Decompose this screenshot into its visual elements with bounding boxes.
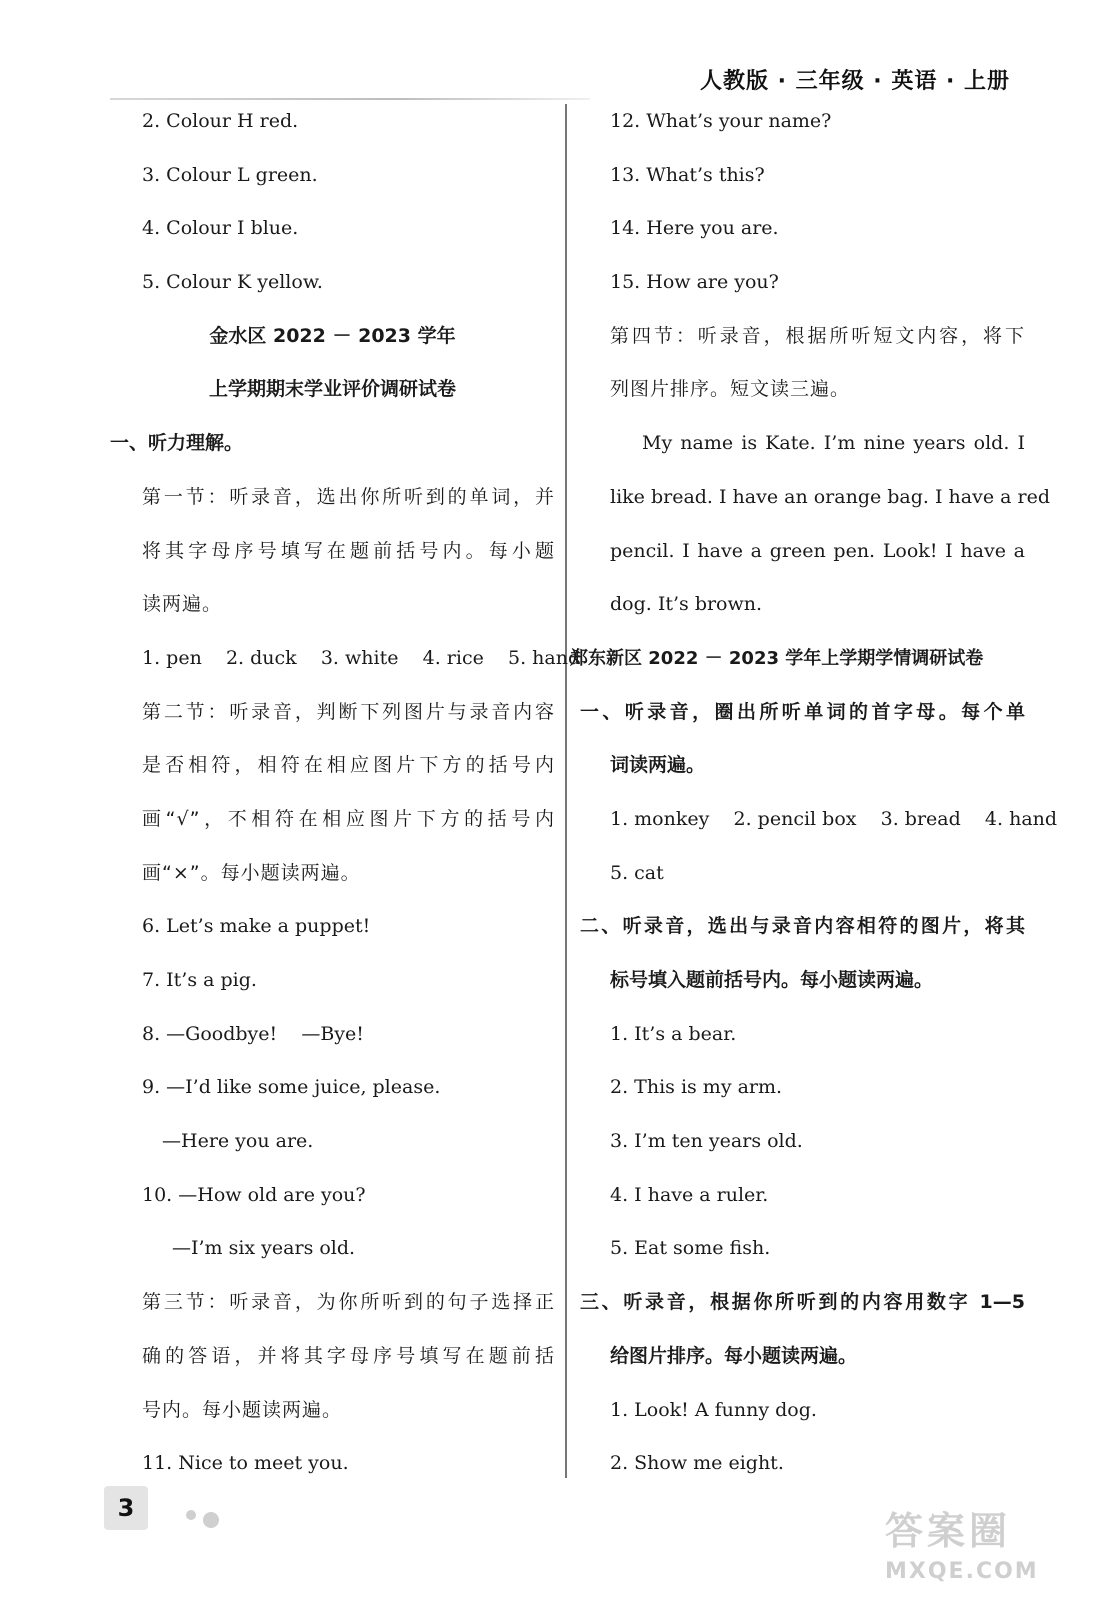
instruction-line: 将其字母序号填写在题前括号内。每小题	[142, 539, 555, 562]
answer-line: 13. What’s this?	[610, 163, 765, 186]
answer-line: —Here you are.	[162, 1130, 314, 1153]
answer-line: 5. Eat some fish.	[610, 1237, 771, 1260]
answer-line: —I’m six years old.	[172, 1237, 356, 1260]
answer-line: 3. I’m ten years old.	[610, 1130, 803, 1153]
page-number: 3	[104, 1486, 148, 1530]
word-list: 5. cat	[610, 861, 664, 884]
section-heading: 二、听录音，选出与录音内容相符的图片，将其	[580, 915, 1025, 938]
answer-line: 12. What’s your name?	[610, 110, 832, 132]
answer-line: 11. Nice to meet you.	[142, 1452, 349, 1475]
answer-line: 4. Colour I blue.	[142, 217, 299, 240]
section-heading: 三、听录音，根据你所听到的内容用数字 1—5	[580, 1291, 1025, 1314]
answer-line: 8. —Goodbye! —Bye!	[142, 1022, 364, 1045]
passage-line: pencil. I have a green pen. Look! I have a	[610, 539, 1025, 562]
answer-line: 1. Look! A funny dog.	[610, 1398, 817, 1421]
column-divider	[565, 104, 567, 1478]
answer-line: 14. Here you are.	[610, 217, 779, 240]
answer-line: 3. Colour L green.	[142, 163, 318, 186]
instruction-line: 是否相符，相符在相应图片下方的括号内	[142, 754, 555, 777]
exam-title-line1: 金水区 2022 － 2023 学年	[209, 324, 456, 347]
passage-line: My name is Kate. I’m nine years old. I	[642, 432, 1025, 455]
word-list: 1. monkey 2. pencil box 3. bread 4. hand	[610, 807, 1058, 830]
section-heading: 一、听力理解。	[110, 432, 244, 455]
section-heading: 标号填入题前括号内。每小题读两遍。	[610, 969, 934, 991]
instruction-line: 画“×”。每小题读两遍。	[142, 861, 361, 884]
instruction-line: 号内。每小题读两遍。	[142, 1398, 343, 1421]
exam-title-line2: 上学期期末学业评价调研试卷	[208, 378, 456, 401]
instruction-line: 读两遍。	[142, 593, 223, 616]
section-heading: 词读两遍。	[610, 754, 706, 777]
section-heading: 一、听录音，圈出所听单词的首字母。每个单	[580, 700, 1025, 723]
decorative-dot	[203, 1512, 219, 1528]
answer-line: 2. Show me eight.	[610, 1452, 784, 1475]
instruction-line: 确的答语，并将其字母序号填写在题前括	[142, 1344, 555, 1367]
answer-line: 15. How are you?	[610, 271, 779, 294]
left-column	[110, 95, 581, 1491]
decorative-dot	[186, 1510, 196, 1520]
watermark-url: MXQE.COM	[885, 1559, 1039, 1584]
answer-line: 2. Colour H red.	[142, 110, 299, 132]
answer-line: 6. Let’s make a puppet!	[142, 915, 371, 938]
watermark-logo-text: 答案圈	[885, 1509, 1012, 1553]
instruction-line: 第四节：听录音，根据所听短文内容，将下	[610, 324, 1025, 347]
exam-title: 郑东新区 2022 － 2023 学年上学期学情调研试卷	[570, 647, 984, 669]
instruction-line: 第三节：听录音，为你所听到的句子选择正	[142, 1291, 555, 1314]
passage-line: dog. It’s brown.	[610, 593, 763, 616]
instruction-line: 画“√”，不相符在相应图片下方的括号内	[142, 807, 555, 830]
answer-line: 1. It’s a bear.	[610, 1022, 737, 1045]
answer-line: 7. It’s a pig.	[142, 969, 257, 991]
word-list: 1. pen 2. duck 3. white 4. rice 5. hand	[142, 646, 581, 669]
answer-line: 4. I have a ruler.	[610, 1183, 769, 1206]
instruction-line: 第二节：听录音，判断下列图片与录音内容	[142, 700, 555, 723]
instruction-line: 第一节：听录音，选出你所听到的单词，并	[142, 485, 555, 508]
right-column	[570, 95, 1058, 1491]
watermark	[885, 1500, 1075, 1590]
passage-line: like bread. I have an orange bag. I have a red	[610, 485, 1050, 508]
answer-line: 9. —I’d like some juice, please.	[142, 1076, 441, 1099]
answer-line: 10. —How old are you?	[142, 1183, 366, 1206]
section-heading: 给图片排序。每小题读两遍。	[610, 1344, 858, 1367]
instruction-line: 列图片排序。短文读三遍。	[610, 378, 851, 401]
book-header: 人教版 · 三年级 · 英语 · 上册	[699, 69, 1010, 94]
answer-line: 5. Colour K yellow.	[142, 271, 323, 294]
answer-line: 2. This is my arm.	[610, 1076, 783, 1099]
